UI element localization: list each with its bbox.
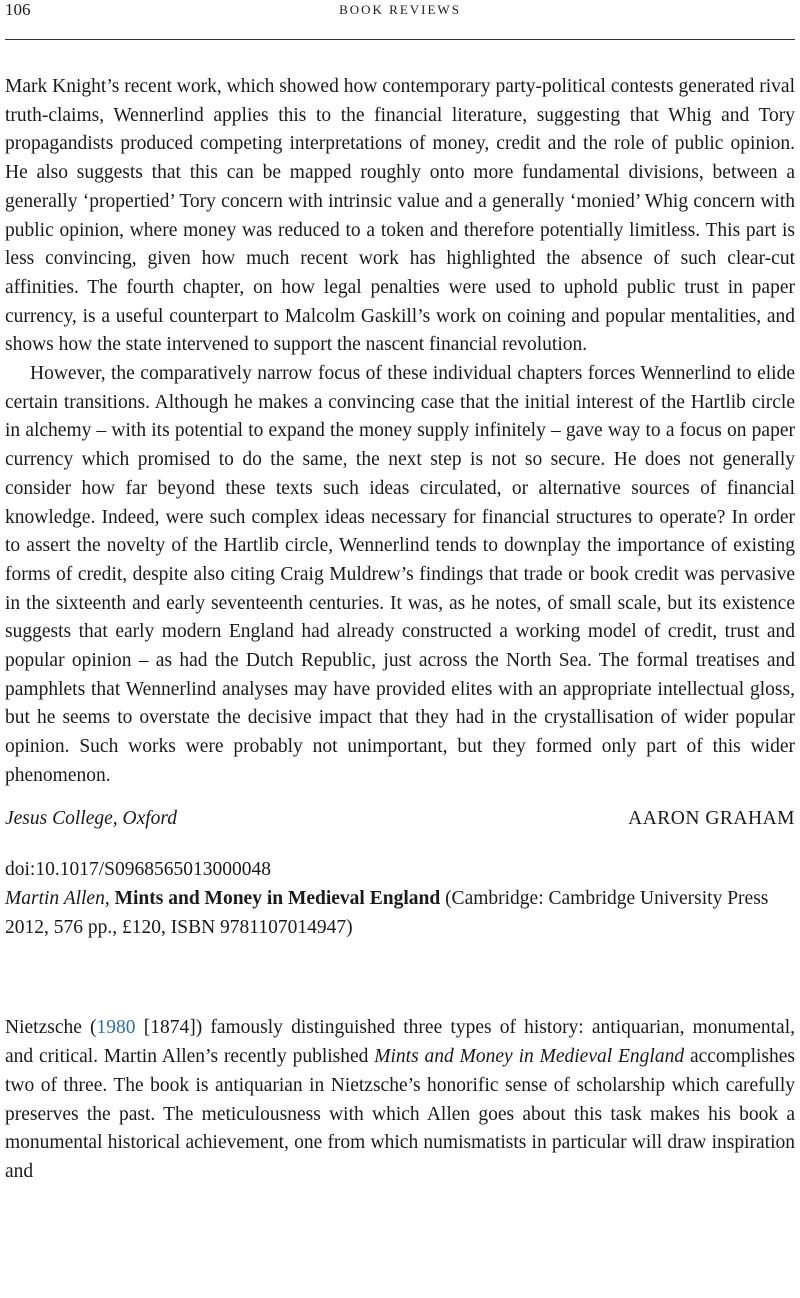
reviewer-affiliation: Jesus College, Oxford xyxy=(5,807,178,829)
citation-link-1980[interactable]: 1980 xyxy=(96,1017,136,1039)
section-spacer xyxy=(5,942,795,1014)
reviewer-signature xyxy=(5,805,795,834)
review2-p1-rest: accomplishes two of three. The book is antiquarian in Nietzsche’s honorific sense of scholarship which carefully preserves the past. The meticulousness with which Allen goes about this task makes his book a monumental historical achievement, one from which numismatists in particular will draw inspiration and xyxy=(5,1046,795,1182)
review1-paragraph-2: However, the comparatively narrow focus of these individual chapters forces Wennerlind to elide certain transitions. Although he makes a convincing case that the initial interest of the Hartlib circle in alchemy – with its potential to expand the money supply infinitely – gave way to a focus on paper currency which promised to do the same, the next step is not so secure. He does not generally consider how far beyond these texts such ideas circulated, or alternative sources of financial knowledge. Indeed, were such complex ideas necessary for financial structures to operate? In order to assert the novelty of the Hartlib circle, Wennerlind tends to downplay the importance of existing forms of credit, despite also citing Craig Muldrew’s findings that trade or book credit was pervasive in the sixteenth and early seventeenth centuries. It was, as he notes, of small scale, but its existence suggests that early modern England had already constructed a working model of credit, trust and popular opinion – as had the Dutch Republic, just across the North Sea. The formal treatises and pamphlets that Wennerlind analyses may have provided elites with an appropriate intellectual gloss, but he seems to overstate the decisive impact that they had in the crystallisation of wider popular opinion. Such works were probably not unimportant, but they formed only part of this wider phenomenon. xyxy=(5,363,795,786)
review2-doi[interactable]: doi:10.1017/S0968565013000048 xyxy=(5,859,271,881)
review2-publication-details: (Cambridge: Cambridge University Press 2012, 576 pp., £120, ISBN 9781107014947) xyxy=(5,887,769,938)
review2-author: Martin Allen xyxy=(5,887,105,909)
review1-paragraph-1: Mark Knight’s recent work, which showed how contemporary party-political contests generated rival truth-claims, Wennerlind applies this to the financial literature, suggesting that Whig and Tory propagandists produced competing interpretations of money, credit and the role of public opinion. He also suggests that this can be mapped roughly onto more fundamental divisions, between a generally ‘propertied’ Tory concern with intrinsic value and a generally ‘monied’ Whig concern with public opinion, where money was reduced to a token and therefore potentially limitless. This part is less convincing, given how much recent work has highlighted the absence of such clear-cut affinities. The fourth chapter, on how legal penalties were used to uphold public trust in paper currency, is a useful counterpart to Malcolm Gaskill’s work on coining and popular mentalities, and shows how the state intervened to support the nascent financial revolution. xyxy=(5,76,795,356)
page-number: 106 xyxy=(5,0,31,19)
review2-author-separator: , xyxy=(104,887,115,909)
running-header xyxy=(5,0,795,22)
running-head-title: BOOK REVIEWS xyxy=(339,2,461,17)
review2-citation xyxy=(5,885,795,942)
review2-book-title: Mints and Money in Medieval England xyxy=(114,887,441,909)
review2-p1-lead: Nietzsche ( xyxy=(5,1017,97,1039)
reviewer-name: AARON GRAHAM xyxy=(628,807,795,829)
article-body xyxy=(5,73,795,1187)
review2-paragraph-1 xyxy=(5,1014,795,1186)
header-rule xyxy=(5,39,795,40)
review2-p1-book-title: Mints and Money in Medieval England xyxy=(374,1046,685,1068)
review2-p1-mid: [1874]) famously distinguished three types of history: antiquarian, monumental, and critical. Martin Allen’s recently published xyxy=(5,1017,795,1068)
